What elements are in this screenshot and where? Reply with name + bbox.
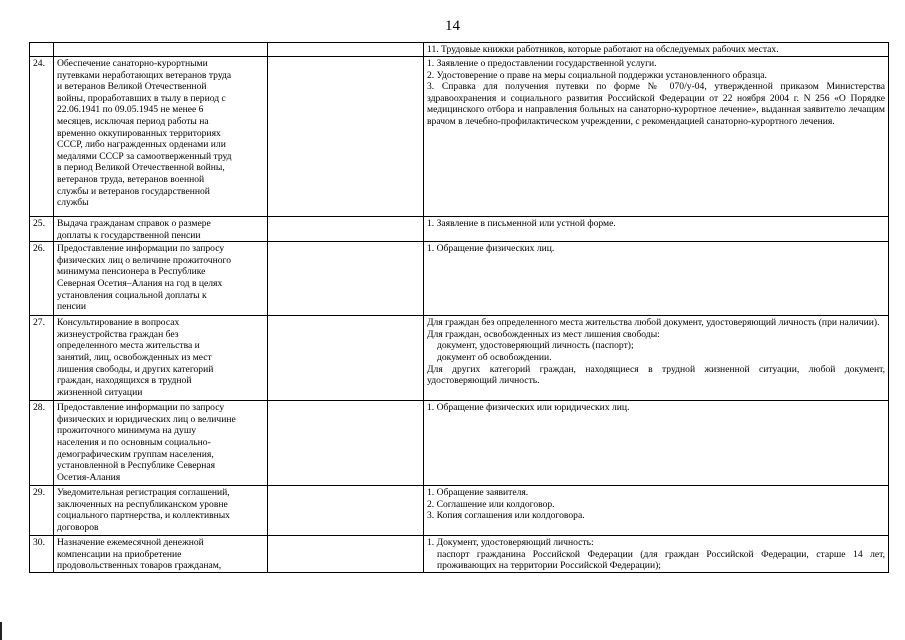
document-item: 1. Обращение физических лиц.	[427, 243, 555, 255]
service-name-line: Обеспечение санаторно-курортными	[57, 58, 208, 69]
service-name-line: прожиточного минимума на душу	[57, 425, 197, 437]
table-row	[30, 57, 889, 217]
document-item: Для других категорий граждан, находящиеся в трудной жизненной ситуации, любой документ, удостоверяющий личность.	[427, 363, 885, 387]
service-name-line: населения и по основным социально-	[57, 436, 211, 448]
service-name-line: Уведомительная регистрация соглашений,	[57, 487, 230, 499]
document-item: документ об освобождении.	[437, 351, 552, 363]
service-name-line: граждан, находящихся в трудной	[57, 375, 192, 387]
empty-cell	[268, 486, 424, 536]
table-row	[30, 242, 889, 316]
required-documents-cell	[424, 486, 889, 536]
service-name-cell	[54, 316, 268, 401]
required-documents-cell	[424, 217, 889, 242]
service-name-line: жизненной ситуации	[57, 386, 143, 398]
service-name-line: физических и юридических лиц о величине	[57, 413, 236, 425]
row-number: 27.	[30, 316, 54, 401]
service-name-line: компенсации на приобретение	[57, 548, 182, 560]
empty-cell	[268, 217, 424, 242]
service-name-line: службы	[57, 197, 89, 209]
service-name-line: заключенных на республиканском уровне	[57, 498, 228, 510]
required-documents-cell	[424, 316, 889, 401]
service-name-line: физических лиц о величине прожиточного	[57, 254, 232, 266]
document-item: 2. Удостоверение о праве на меры социальной поддержки установленного образца.	[427, 69, 767, 81]
service-name-line: в период Великой Отечественной войны,	[57, 162, 225, 174]
service-name-line: демографическим группам населения,	[57, 448, 214, 460]
service-name-line: Северная Осетия–Алания на год в целях	[57, 277, 223, 289]
document-item: 1. Заявление в письменной или устной форме.	[427, 218, 616, 229]
row-number: 30.	[30, 536, 54, 573]
required-documents-cell	[424, 401, 889, 486]
service-name-cell	[54, 536, 268, 573]
row-number: 24.	[30, 57, 54, 217]
service-name-line: минимума пенсионера в Республике	[57, 266, 206, 278]
service-name-line: временно оккупированных территориях	[57, 127, 221, 139]
service-name-cell	[54, 57, 268, 217]
service-name-line: 22.06.1941 по 09.05.1945 не менее 6	[57, 104, 204, 116]
service-name-line: доплаты к государственной пенсии	[57, 229, 201, 241]
empty-cell	[268, 316, 424, 401]
service-name-line: Назначение ежемесячной денежной	[57, 537, 204, 549]
service-name-line: войны, проработавших в тылу в период с	[57, 92, 226, 104]
service-name-cell	[54, 43, 268, 57]
service-name-line: ветеранов труда, ветеранов военной	[57, 173, 205, 185]
service-name-line: путевками неработающих ветеранов труда	[57, 69, 232, 81]
empty-cell	[268, 536, 424, 573]
service-name-line: Осетия-Алания	[57, 471, 121, 483]
service-name-line: медалями СССР за самоотверженный труд	[57, 150, 232, 162]
document-item: 1. Документ, удостоверяющий личность:	[427, 537, 594, 549]
service-name-line: договоров	[57, 521, 99, 533]
required-documents-cell	[424, 242, 889, 316]
document-item: 2. Соглашение или колдоговор.	[427, 498, 555, 510]
document-item: 3. Справка для получения путевки по форме № 070/у-04, утвержденной приказом Министерства здравоохранения и социального развития Российской Федерации от 22 ноября 2004 г. N 256 «О Порядке медицинского отбора и направления больных на санаторно-курортное лечение», выданная заявителю лечащим врачом в лечебно-профилактическом учреждении, с рекомендацией санаторно-курортного лечения.	[427, 81, 885, 127]
table-row	[30, 536, 889, 573]
required-documents-cell	[424, 57, 889, 217]
document-item: паспорт гражданина Российской Федерации (для граждан Российской Федерации, старше 14 лет, проживающих на территории Российской Федерации);	[437, 548, 885, 572]
table-row	[30, 217, 889, 242]
document-item: 1. Заявление о предоставлении государственной услуги.	[427, 58, 657, 69]
scan-edge-mark	[0, 622, 2, 640]
service-name-line: Консультирование в вопросах	[57, 317, 180, 329]
empty-cell	[268, 401, 424, 486]
service-name-line: установленной в Республике Северная	[57, 460, 216, 472]
service-name-line: службы и ветеранов государственной	[57, 185, 210, 197]
service-name-line: и ветеранов Великой Отечественной	[57, 81, 207, 93]
service-name-line: СССР, либо награжденных орденами или	[57, 139, 226, 151]
document-item: 1. Обращение заявителя.	[427, 487, 529, 499]
row-number: 29.	[30, 486, 54, 536]
table-row	[30, 486, 889, 536]
row-number: 28.	[30, 401, 54, 486]
services-table	[29, 42, 889, 573]
empty-cell	[268, 242, 424, 316]
service-name-line: месяцев, исключая период работы на	[57, 115, 209, 127]
service-name-cell	[54, 242, 268, 316]
required-documents-cell	[424, 43, 889, 57]
service-name-line: жизнеустройства граждан без	[57, 328, 179, 340]
row-number	[30, 43, 54, 57]
document-item: Для граждан без определенного места жительства любой документ, удостоверяющий личность (при наличии).	[427, 317, 880, 329]
service-name-line: лишения свободы, и других категорий	[57, 363, 214, 375]
table-row	[30, 316, 889, 401]
document-item: 11. Трудовые книжки работников, которые работают на обследуемых рабочих местах.	[427, 44, 779, 55]
table-row	[30, 401, 889, 486]
service-name-line: Предоставление информации по запросу	[57, 402, 225, 414]
document-item: Для граждан, освобожденных из мест лишения свободы:	[427, 328, 660, 340]
empty-cell	[268, 57, 424, 217]
page-number: 14	[445, 18, 460, 34]
service-name-line: продовольственных товаров гражданам,	[57, 560, 222, 572]
required-documents-cell	[424, 536, 889, 573]
document-item: 1. Обращение физических или юридических лиц.	[427, 402, 630, 414]
row-number: 26.	[30, 242, 54, 316]
document-item: 3. Копия соглашения или колдоговора.	[427, 510, 585, 522]
row-number: 25.	[30, 217, 54, 242]
table-row	[30, 43, 889, 57]
service-name-line: Предоставление информации по запросу	[57, 243, 225, 255]
service-name-cell	[54, 486, 268, 536]
empty-cell	[268, 43, 424, 57]
service-name-line: Выдача гражданам справок о размере	[57, 218, 211, 229]
service-name-line: пенсии	[57, 301, 87, 313]
service-name-line: установления социальной доплаты к	[57, 289, 207, 301]
service-name-line: социального партнерства, и коллективных	[57, 510, 230, 522]
service-name-cell	[54, 401, 268, 486]
service-name-line: определенного места жительства и	[57, 340, 200, 352]
document-item: документ, удостоверяющий личность (паспорт);	[437, 340, 634, 352]
service-name-cell	[54, 217, 268, 242]
service-name-line: занятий, лиц, освобожденных из мест	[57, 351, 212, 363]
